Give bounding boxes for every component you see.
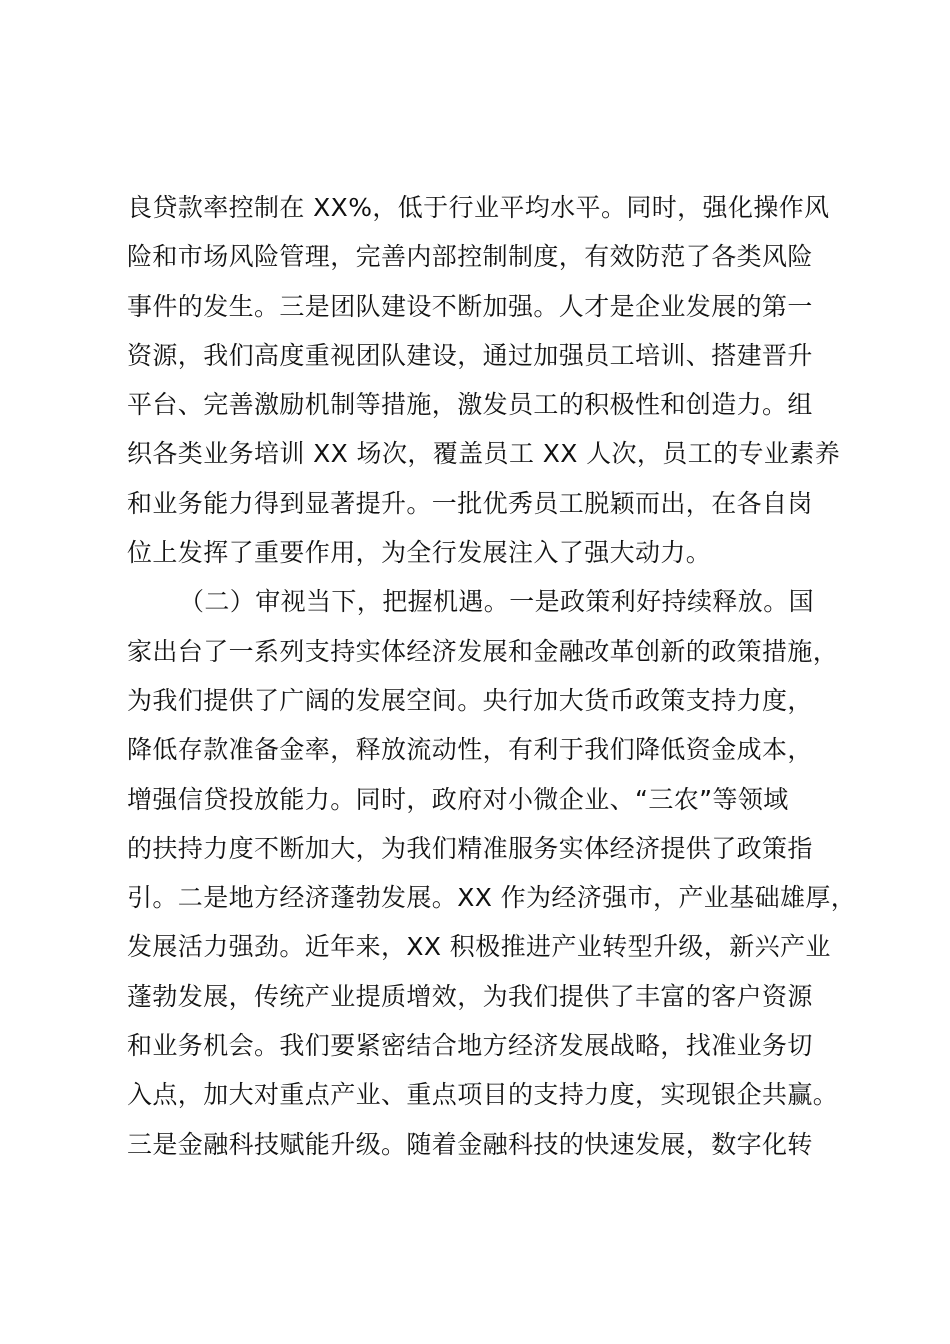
text-line: 良贷款率控制在 XX%，低于行业平均水平。同时，强化操作风 (127, 193, 830, 222)
text-line: 事件的发生。三是团队建设不断加强。人才是企业发展的第一 (127, 291, 813, 321)
text-line: 资源，我们高度重视团队建设，通过加强员工培训、搭建晋升 (127, 340, 813, 370)
body-text (127, 183, 857, 1169)
text-line: 为我们提供了广阔的发展空间。央行加大货币政策支持力度， (127, 685, 813, 715)
text-line: 的扶持力度不断加大，为我们精准服务实体经济提供了政策指 (127, 833, 813, 863)
text-line: 降低存款准备金率，释放流动性，有利于我们降低资金成本， (127, 735, 813, 765)
text-line: 织各类业务培训 XX 场次，覆盖员工 XX 人次，员工的专业素养 (127, 439, 841, 469)
text-line: 位上发挥了重要作用，为全行发展注入了强大动力。 (127, 538, 712, 568)
text-line: 家出台了一系列支持实体经济发展和金融改革创新的政策措施， (127, 636, 839, 666)
text-line: 增强信贷投放能力。同时，政府对小微企业、“三农”等领域 (127, 784, 789, 814)
text-line: 发展活力强劲。近年来，XX 积极推进产业转型升级，新兴产业 (127, 932, 831, 962)
text-line: 和业务能力得到显著提升。一批优秀员工脱颖而出，在各自岗 (127, 488, 813, 518)
text-line: 入点，加大对重点产业、重点项目的支持力度，实现银企共赢。 (127, 1080, 839, 1110)
text-line: 险和市场风险管理，完善内部控制制度，有效防范了各类风险 (127, 242, 813, 272)
text-line: 引。二是地方经济蓬勃发展。XX 作为经济强市，产业基础雄厚， (127, 883, 857, 913)
text-line: 蓬勃发展，传统产业提质增效，为我们提供了丰富的客户资源 (127, 981, 813, 1011)
section-heading-line: （二）审视当下，把握机遇。一是政策利好持续释放。国 (179, 587, 815, 617)
text-line: 平台、完善激励机制等措施，激发员工的积极性和创造力。组 (127, 390, 813, 420)
text-line: 三是金融科技赋能升级。随着金融科技的快速发展，数字化转 (127, 1129, 813, 1159)
text-line: 和业务机会。我们要紧密结合地方经济发展战略，找准业务切 (127, 1031, 813, 1061)
